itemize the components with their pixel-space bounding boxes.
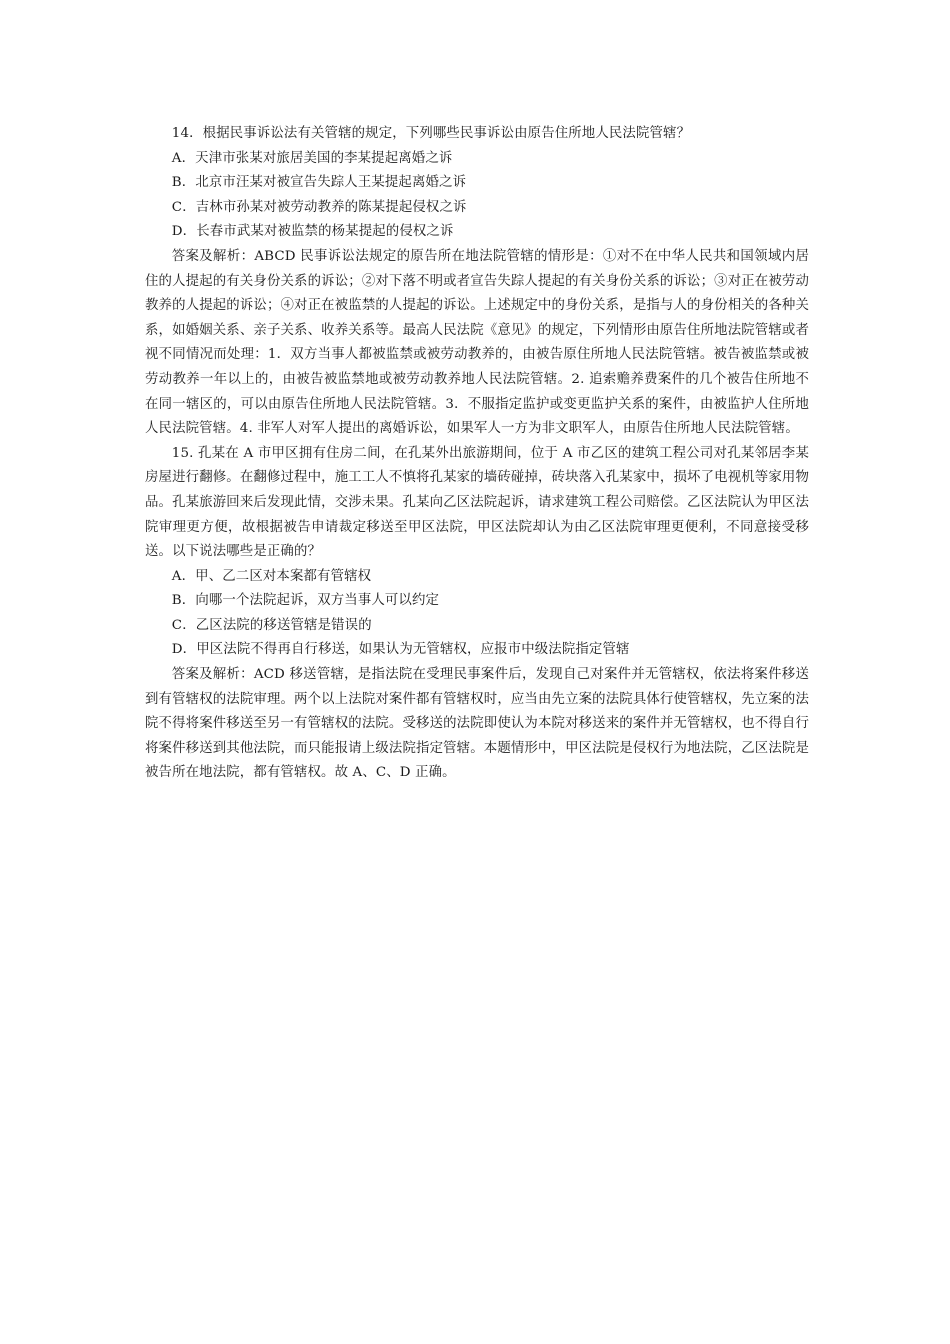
question-15-option-d: D．甲区法院不得再自行移送，如果认为无管辖权，应报市中级法院指定管辖 [171, 642, 630, 658]
question-15-option-b: B．向哪一个法院起诉，双方当事人可以约定 [171, 593, 440, 609]
question-15-option-c: C．乙区法院的移送管辖是错误的 [171, 617, 372, 633]
question-15-answer: 答案及解析：ACD 移送管辖，是指法院在受理民事案件后，发现自己对案件并无管辖权，依法将案件移送到有管辖权的法院审理。两个以上法院对案件都有管辖权时，应当由先立案的法院具体行使管辖权，先立案的法院不得将案件移送至另一有管辖权的法院。受移送的法院即使认为本院对移送来的案件并无管辖权，也不得自行将案件移送到其他法院，而只能报请上级法院指定管辖。本题情形中，甲区法院是侵权行为地法院，乙区法院是被告所在地法院，都有管辖权。故 A、C、D 正确。 [145, 667, 809, 781]
question-14-option-b: B．北京市汪某对被宣告失踪人王某提起离婚之诉 [171, 175, 467, 191]
question-15-stem: 15. 孔某在 A 市甲区拥有住房二间，在孔某外出旅游期间，位于 A 市乙区的建筑工程公司对孔某邻居李某房屋进行翻修。在翻修过程中，施工工人不慎将孔某家的墙砖碰掉，砖块落入孔某家中，损坏了电视机等家用物品。孔某旅游回来后发现此情，交涉未果。孔某向乙区法院起诉，请求建筑工程公司赔偿。乙区法院认为甲区法院审理更方便，故根据被告申请裁定移送至甲区法院，甲区法院却认为由乙区法院审理更便利，不同意接受移送。以下说法哪些是正确的？ [145, 445, 809, 560]
question-15-option-a: A．甲、乙二区对本案都有管辖权 [171, 568, 372, 584]
question-14-stem: 14．根据民事诉讼法有关管辖的规定，下列哪些民事诉讼由原告住所地人民法院管辖？ [171, 126, 691, 141]
question-14-option-a: A．天津市张某对旅居美国的李某提起离婚之诉 [171, 150, 453, 166]
question-14-option-c: C．吉林市孙某对被劳动教养的陈某提起侵权之诉 [171, 199, 467, 215]
question-14-option-d: D．长春市武某对被监禁的杨某提起的侵权之诉 [171, 224, 454, 240]
question-14-answer: 答案及解析：ABCD 民事诉讼法规定的原告所在地法院管辖的情形是：①对不在中华人民共和国领域内居住的人提起的有关身份关系的诉讼；②对下落不明或者宣告失踪人提起的有关身份关系的诉讼；③对正在被劳动教养的人提起的诉讼；④对正在被监禁的人提起的诉讼。上述规定中的身份关系，是指与人的身份相关的各种关系，如婚姻关系、亲子关系、收养关系等。最高人民法院《意见》的规定，下列情形由原告住所地法院管辖或者视不同情况而处理：1．双方当事人都被监禁或被劳动教养的，由被告原住所地人民法院管辖。被告被监禁或被劳动教养一年以上的，由被告被监禁地或被劳动教养地人民法院管辖。2. 追索赡养费案件的几个被告住所地不在同一辖区的，可以由原告住所地人民法院管辖。3．不服指定监护或变更监护关系的案件，由被监护人住所地人民法院管辖。4. 非军人对军人提出的离婚诉讼，如果军人一方为非文职军人，由原告住所地人民法院管辖。 [145, 248, 809, 437]
document-page [145, 122, 809, 786]
